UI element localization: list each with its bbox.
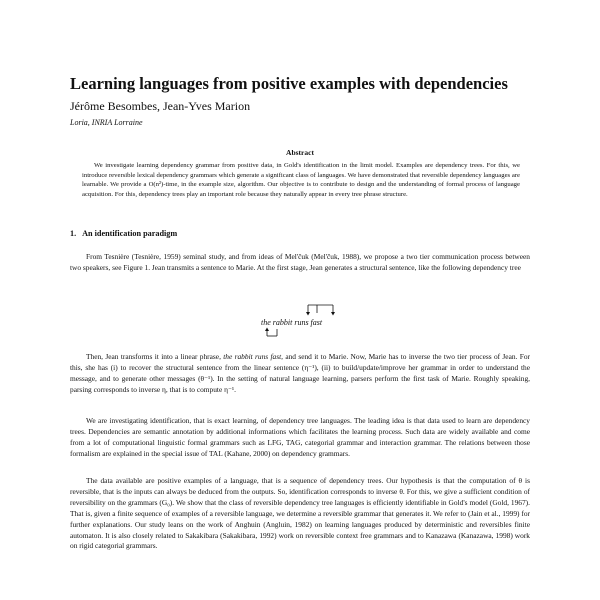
dependency-arrowhead-rabbit bbox=[306, 312, 310, 316]
paragraph-identification: We are investigating identification, that is exact learning, of dependency tree languages. The leading idea is that data used to learn are dependency trees. Dependencies are semantic annotation by additional informations which facilitates the learning process. Such data are widely available and come from a lot of computational linguistic formal grammars such as LFG, TAG, categorial grammar and interaction grammar. The relations between those formalism are explained in the special issue of TAL (Kahane, 2000) on dependency grammars. bbox=[70, 416, 530, 458]
section-title: An identification paradigm bbox=[82, 229, 178, 238]
paragraph-linear-phrase-start: Then, Jean transforms it into a linear phrase, bbox=[86, 352, 224, 361]
paper-title: Learning languages from positive examples with dependencies bbox=[70, 74, 508, 93]
paragraph-linear-phrase-end: , and send it to Marie. Now, Marie has to inverse the two tier process of Jean. For this, she has (i) to recover the structural sentence from the linear sentence (η⁻¹), (ii) to build/update/improve her grammar in order to understand the message, and to generate other messages (θ⁻¹). In the setting of natural language learning, parsers perform the first task of Marie. Roughly speaking, parsing corresponds to inverse η, that is to compute η⁻¹. bbox=[70, 352, 530, 394]
section-heading bbox=[70, 229, 177, 238]
paragraph-intro: From Tesnière (Tesnière, 1959) seminal study, and from ideas of Mel'čuk (Mel'čuk, 1988), we propose a two tier communication process between two speakers, see Figure 1. Jean transmits a sentence to Marie. At the first stage, Jean generates a structural sentence, like the following dependency tree bbox=[70, 252, 530, 272]
dependency-arrowhead-the bbox=[265, 328, 269, 332]
dependency-sentence: the rabbit runs fast bbox=[261, 318, 323, 327]
paragraph-linear-phrase-italic: the rabbit runs fast bbox=[223, 352, 282, 361]
abstract-text: We investigate learning dependency grammar from positive data, in Gold's identification in the limit model. Examples are dependency trees. For this, we introduce reversible lexical dependency grammars which generate a significant class of languages. We have demonstrated that reversible dependency languages are learnable. We provide a O(n²)-time, in the example size, algorithm. Our objective is to contribute to design and the understanding of formal process of language acquisition. For this, dependency trees play an important role because they naturally appear in every tree phrase structure. bbox=[82, 162, 520, 198]
paper-authors: Jérôme Besombes, Jean-Yves Marion bbox=[70, 99, 251, 113]
paragraph-linear-phrase bbox=[70, 352, 530, 396]
paragraph-positive-examples: The data available are positive examples of a language, that is a sequence of dependency trees. Our hypothesis is that the computation of θ is reversible, that is the inputs can always be deduced from the outputs. So, identification corresponds to inverse θ. For this, we give a sufficient condition of reversibility on the grammars (G₀). We show that the class of reversible dependency tree languages is efficiently identifiable in Gold's model (Gold, 1967). That is, given a finite sequence of examples of a reversible language, we determine a reversible grammar that generates it. We refer to (Jain et al., 1999) for further explanations. Our study leans on the work of Anghuin (Angluin, 1982) on learning languages produced by deterministic and reversibles finite automaton. It is also closely related to Sakakibara (Sakakibara, 1992) work on reversible context free grammars and to Kanazawa (Kanazawa, 1998) work on rigid categorial grammars. bbox=[70, 476, 530, 551]
abstract-heading: Abstract bbox=[286, 148, 314, 157]
paper-affiliation: Loria, INRIA Lorraine bbox=[70, 118, 143, 127]
section-number: 1. bbox=[70, 229, 77, 238]
dependency-arrowhead-fast bbox=[331, 312, 335, 316]
